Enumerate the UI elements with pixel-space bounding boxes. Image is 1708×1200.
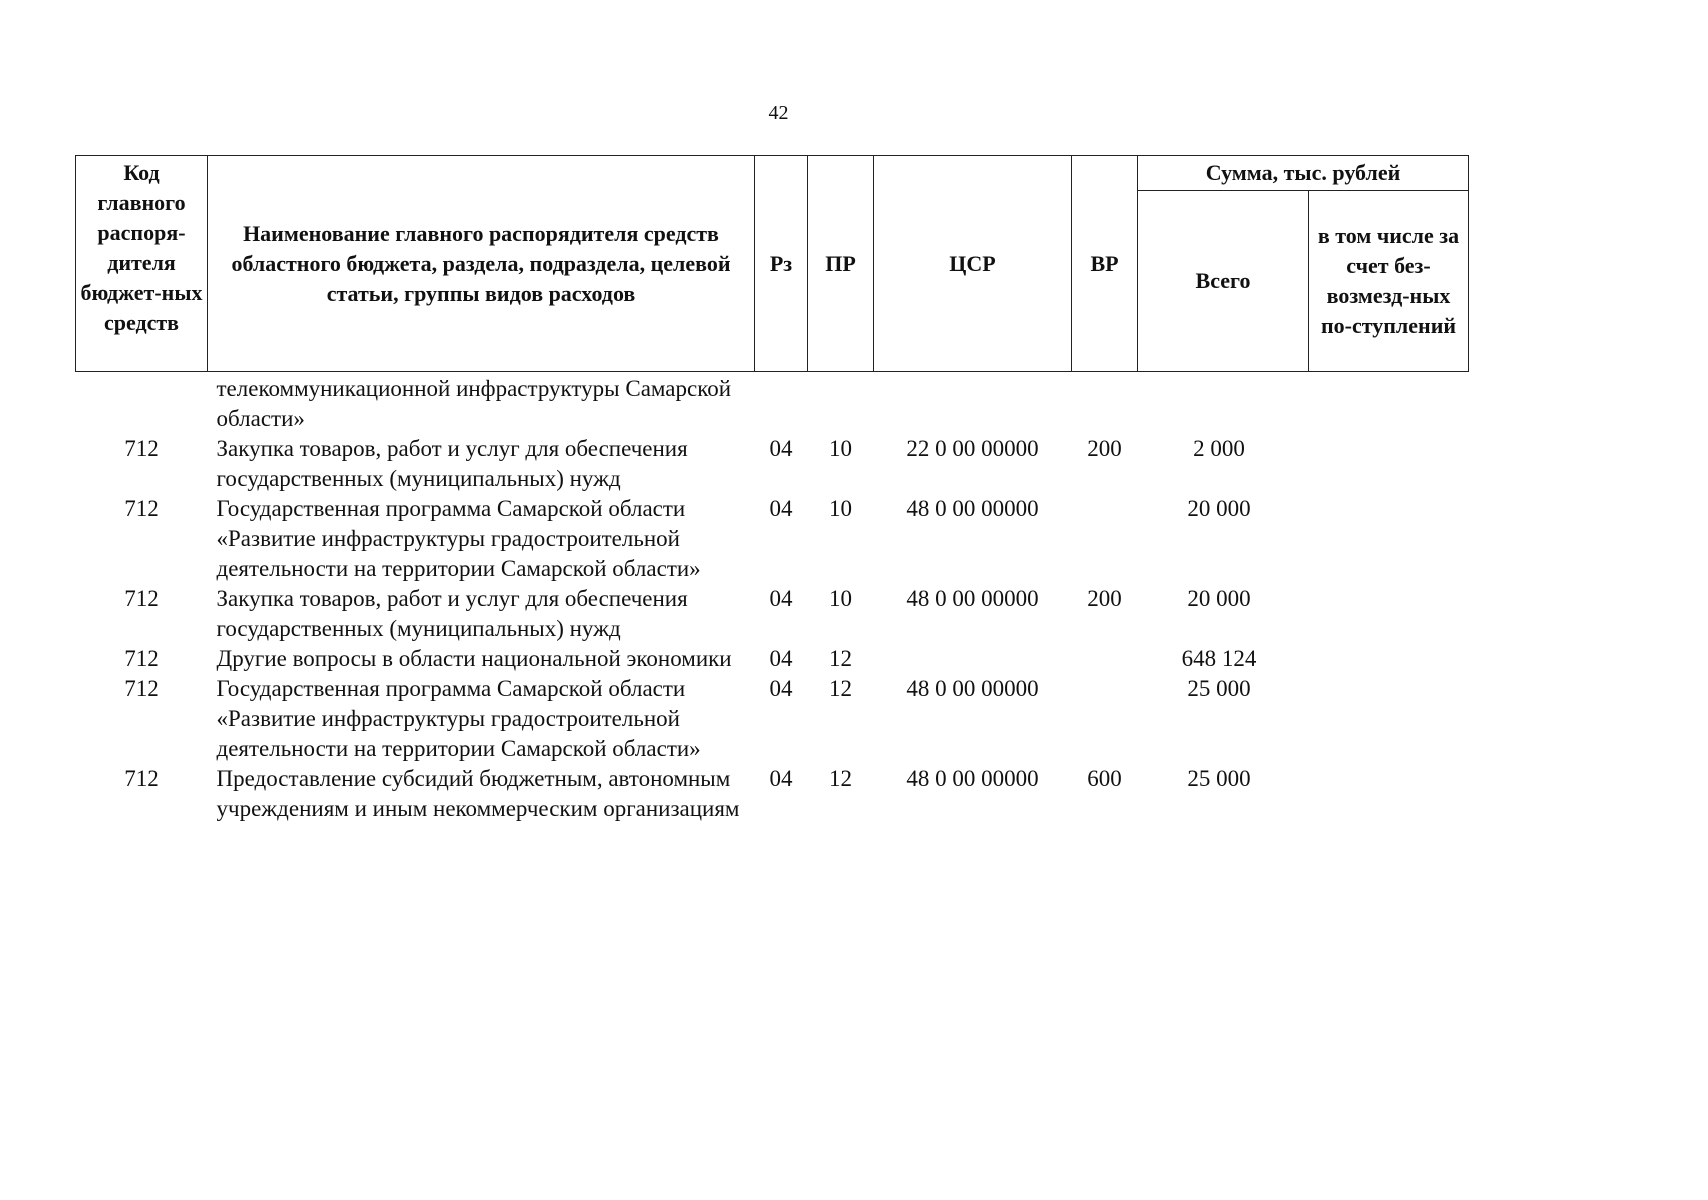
cell-code: 712 [124,646,159,671]
cell-rz [755,372,808,435]
cell-pr: 10 [829,496,852,521]
cell-csr: 48 0 00 00000 [906,676,1039,701]
cell-code: 712 [124,496,159,521]
cell-pr [808,372,874,435]
cell-rz: 04 [769,586,793,611]
cell-name: Другие вопросы в области национальной экономики [216,646,732,671]
cell-total: 20 000 [1187,586,1251,611]
cell-grants [1309,644,1469,674]
cell-total: 2 000 [1193,436,1245,461]
cell-pr: 12 [829,676,852,701]
cell-pr: 12 [829,646,852,671]
cell-rz: 04 [769,766,793,791]
cell-name: телекоммуникационной инфраструктуры Самарской области» [216,376,732,431]
cell-total [1138,372,1309,435]
cell-name: Закупка товаров, работ и услуг для обеспечения государственных (муниципальных) нужд [216,586,688,641]
header-total: Всего [1138,191,1309,372]
cell-total: 648 124 [1181,646,1257,671]
table-header [76,156,1469,372]
cell-name: Закупка товаров, работ и услуг для обеспечения государственных (муниципальных) нужд [216,436,688,491]
cell-vr: 200 [1087,436,1122,461]
page-number: 42 [768,102,789,124]
header-name: Наименование главного распорядителя средств областного бюджета, раздела, подраздела, целевой статьи, группы видов расходов [208,156,755,372]
table-row [76,584,1469,644]
cell-total: 25 000 [1187,766,1251,791]
cell-total: 20 000 [1187,496,1251,521]
header-grants: в том числе за счет без-возмезд-ных по-ступлений [1309,191,1469,372]
table-body [76,372,1469,825]
cell-vr [1072,674,1138,764]
cell-code [76,372,208,435]
cell-vr: 600 [1087,766,1122,791]
cell-name: Предоставление субсидий бюджетным, автономным учреждениям и иным некоммерческим организациям [216,766,740,821]
cell-grants [1309,764,1469,824]
header-sum-group: Сумма, тыс. рублей [1138,156,1469,191]
cell-code: 712 [124,436,159,461]
cell-pr: 10 [829,436,852,461]
header-rz: Рз [755,156,808,372]
table-row [76,434,1469,494]
cell-vr: 200 [1087,586,1122,611]
cell-vr [1072,494,1138,584]
header-vr: ВР [1072,156,1138,372]
table-row [76,764,1469,824]
cell-code: 712 [124,676,159,701]
cell-grants [1309,494,1469,584]
cell-csr [874,644,1072,674]
table-row [76,644,1469,674]
cell-vr [1072,644,1138,674]
cell-rz: 04 [769,646,793,671]
cell-grants [1309,434,1469,494]
cell-code: 712 [124,586,159,611]
table-row [76,494,1469,584]
cell-total: 25 000 [1187,676,1251,701]
cell-name: Государственная программа Самарской области «Развитие инфраструктуры градостроительной деятельности на территории Самарской области» [216,496,701,581]
cell-grants [1309,584,1469,644]
header-csr: ЦСР [874,156,1072,372]
cell-csr: 48 0 00 00000 [906,496,1039,521]
table-row [76,372,1469,435]
cell-csr [874,372,1072,435]
cell-rz: 04 [769,496,793,521]
cell-pr: 12 [829,766,852,791]
header-pr: ПР [808,156,874,372]
cell-csr: 48 0 00 00000 [906,586,1039,611]
cell-grants [1309,674,1469,764]
table-row [76,674,1469,764]
cell-code: 712 [124,766,159,791]
cell-vr [1072,372,1138,435]
cell-grants [1309,372,1469,435]
cell-csr: 22 0 00 00000 [906,436,1039,461]
cell-rz: 04 [769,436,793,461]
budget-table [75,155,1469,824]
header-code: Код главного распоря-дителя бюджет-ных средств [76,156,208,372]
cell-rz: 04 [769,676,793,701]
cell-pr: 10 [829,586,852,611]
cell-csr: 48 0 00 00000 [906,766,1039,791]
cell-name: Государственная программа Самарской области «Развитие инфраструктуры градостроительной деятельности на территории Самарской области» [216,676,701,761]
